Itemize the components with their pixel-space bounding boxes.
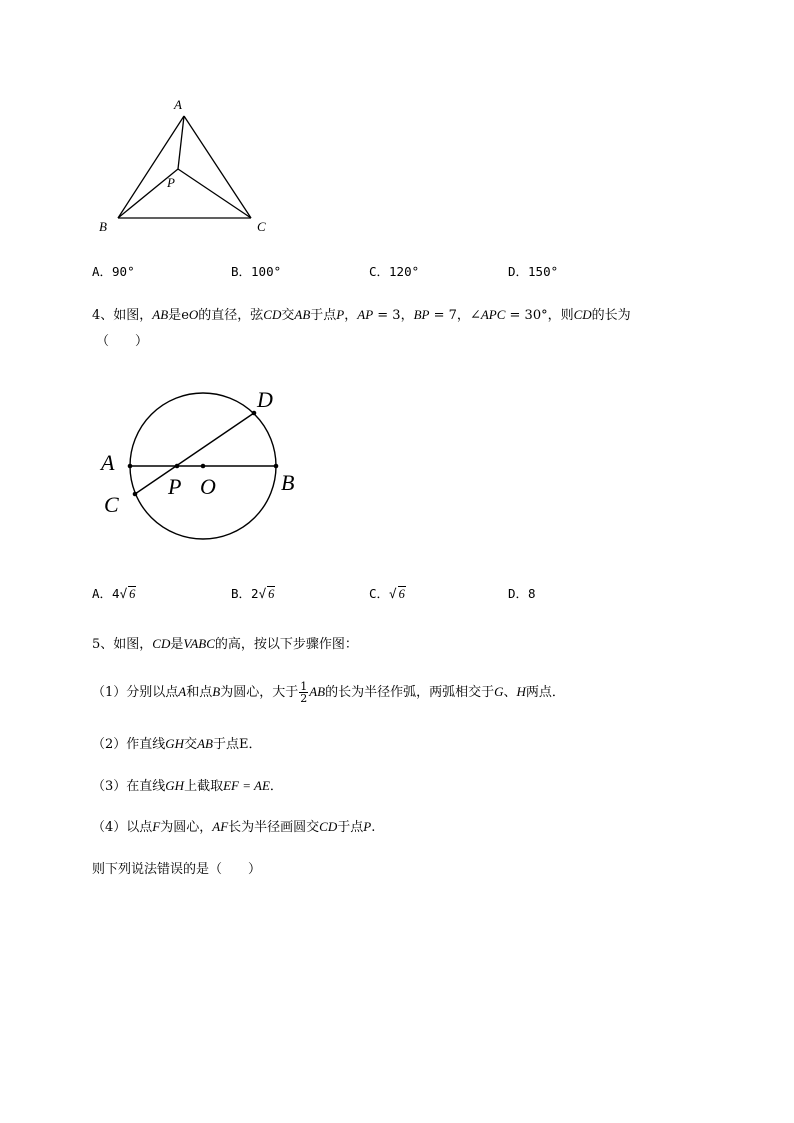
point-c — [133, 492, 138, 497]
q4-option-d: D．8 — [508, 586, 536, 601]
segment-pc — [178, 169, 251, 218]
q5-step-2: （2）作直线GH交AB于点E． — [92, 736, 262, 752]
q3-option-c: C．120° — [369, 264, 420, 279]
side-ac — [184, 116, 251, 218]
point-p — [175, 464, 180, 469]
label-p: P — [167, 175, 175, 190]
q4-stem: 4、如图，AB是eO的直径，弦CD交AB于点P，AP = 3，BP = 7，∠APC = 30°，则CD的长为 — [92, 307, 631, 323]
q4-option-a: A．4√ 6 — [92, 586, 136, 601]
q4-answer-paren: （ ） — [96, 334, 149, 349]
label-d: D — [257, 387, 273, 412]
label-b2: B — [281, 470, 295, 495]
side-ab — [118, 116, 184, 218]
label-a: A — [174, 97, 182, 112]
label-c2: C — [104, 492, 119, 517]
label-b: B — [99, 219, 107, 234]
q4-option-b: B．2√ 6 — [231, 586, 275, 601]
chord-cd — [135, 413, 254, 494]
point-o — [201, 464, 206, 469]
q3-option-a: A．90° — [92, 264, 135, 279]
q5-step-3: （3）在直线GH上截取EF = AE． — [92, 778, 283, 794]
q4-option-c: C．√ 6 — [369, 586, 405, 601]
point-a — [128, 464, 133, 469]
q5-intro: 5、如图，CD是VABC的高，按以下步骤作图： — [92, 636, 358, 652]
label-c: C — [257, 219, 266, 234]
q5-question: 则下列说法错误的是（ ） — [92, 862, 262, 877]
point-d — [252, 411, 257, 416]
q3-option-b: B．100° — [231, 264, 282, 279]
triangle-figure — [0, 0, 794, 260]
q3-option-d: D．150° — [508, 264, 559, 279]
label-o: O — [200, 474, 216, 499]
circle-figure — [0, 370, 794, 550]
label-a2: A — [101, 450, 115, 475]
label-p2: P — [168, 474, 182, 499]
point-b — [274, 464, 279, 469]
fraction-one-half: $\frac{1}{2}$ — [300, 680, 308, 705]
q5-step-1: （1）分别以点A和点B为圆心，大于 $\frac{1}{2}$ AB的长为半径作弧，两弧相交于G、H两点． — [92, 680, 565, 705]
q5-step-4: （4）以点F为圆心，AF长为半径画圆交CD于点P. — [92, 819, 376, 835]
